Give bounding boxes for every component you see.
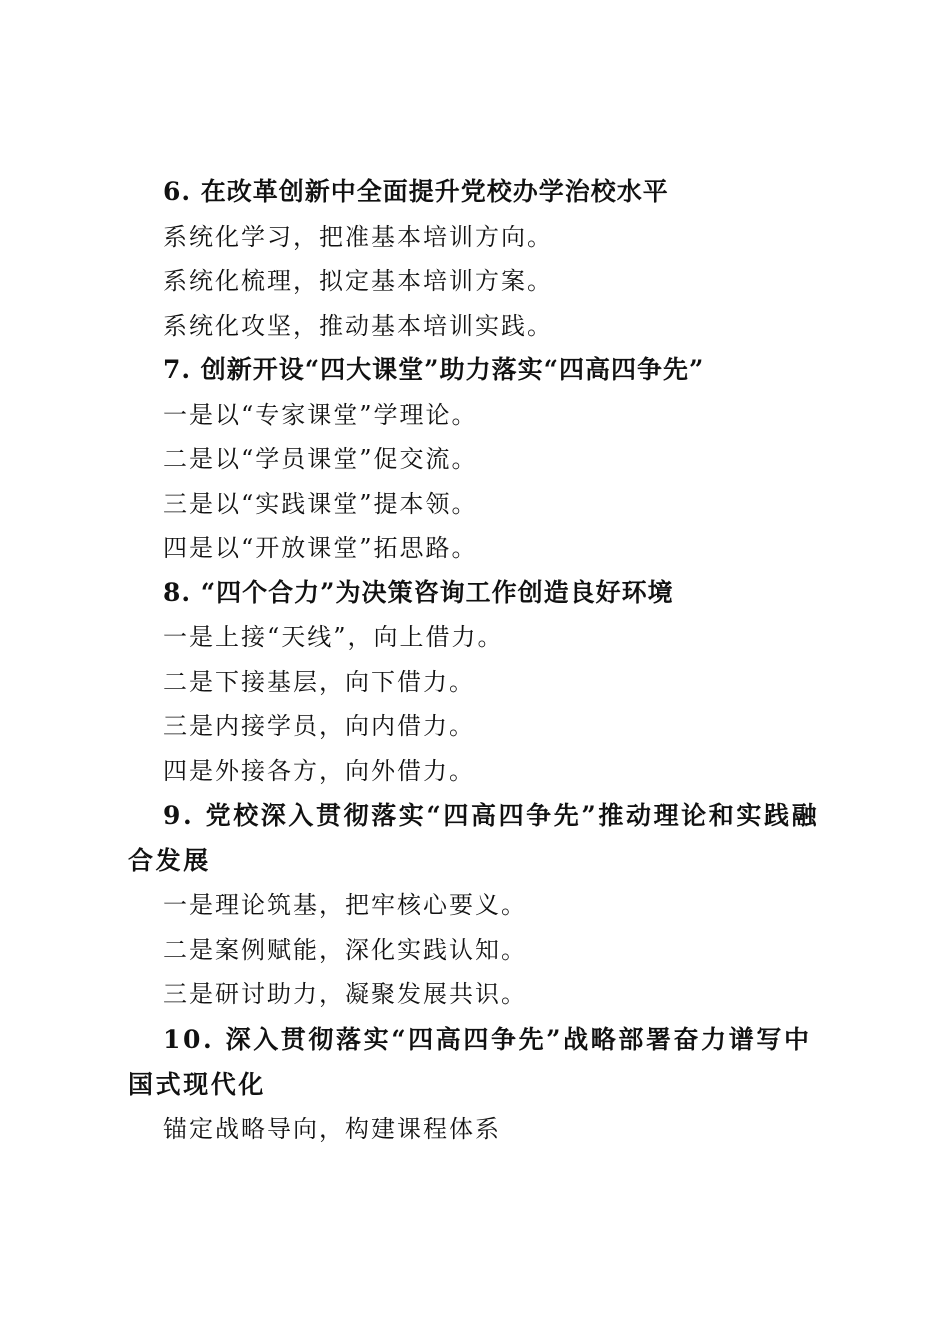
list-item: 一是理论筑基，把牢核心要义。 (163, 891, 527, 919)
list-item: 三是内接学员，向内借力。 (163, 712, 475, 740)
list-item: 系统化梳理，拟定基本培训方案。 (163, 267, 553, 295)
list-item: 三是以“实践课堂”提本领。 (163, 489, 478, 518)
list-item: 系统化攻坚，推动基本培训实践。 (163, 311, 553, 340)
list-item: 二是以“学员课堂”促交流。 (163, 445, 478, 473)
section-heading-10: 10. 深入贯彻落实“四高四争先”战略部署奋力谱写中国式现代化 (128, 1024, 812, 1099)
section-heading-9: 9. 党校深入贯彻落实“四高四争先”推动理论和实践融合发展 (128, 801, 820, 875)
list-item: 四是外接各方，向外借力。 (163, 756, 475, 785)
section-heading-8: 8. “四个合力”为决策咨询工作创造良好环境 (163, 577, 674, 607)
document-body (128, 170, 838, 1151)
list-item: 锚定战略导向，构建课程体系 (163, 1114, 501, 1143)
list-item: 一是以“专家课堂”学理论。 (163, 400, 478, 429)
list-item: 二是下接基层，向下借力。 (163, 667, 475, 696)
list-item: 二是案例赋能，深化实践认知。 (163, 935, 527, 964)
list-item: 一是上接“天线”，向上借力。 (163, 623, 504, 651)
list-item: 系统化学习，把准基本培训方向。 (163, 222, 553, 251)
list-item: 三是研讨助力，凝聚发展共识。 (163, 980, 527, 1008)
list-item: 四是以“开放课堂”拓思路。 (163, 534, 478, 562)
section-heading-7: 7. 创新开设“四大课堂”助力落实“四高四争先” (163, 355, 705, 384)
section-heading-6: 6. 在改革创新中全面提升党校办学治校水平 (163, 177, 669, 206)
